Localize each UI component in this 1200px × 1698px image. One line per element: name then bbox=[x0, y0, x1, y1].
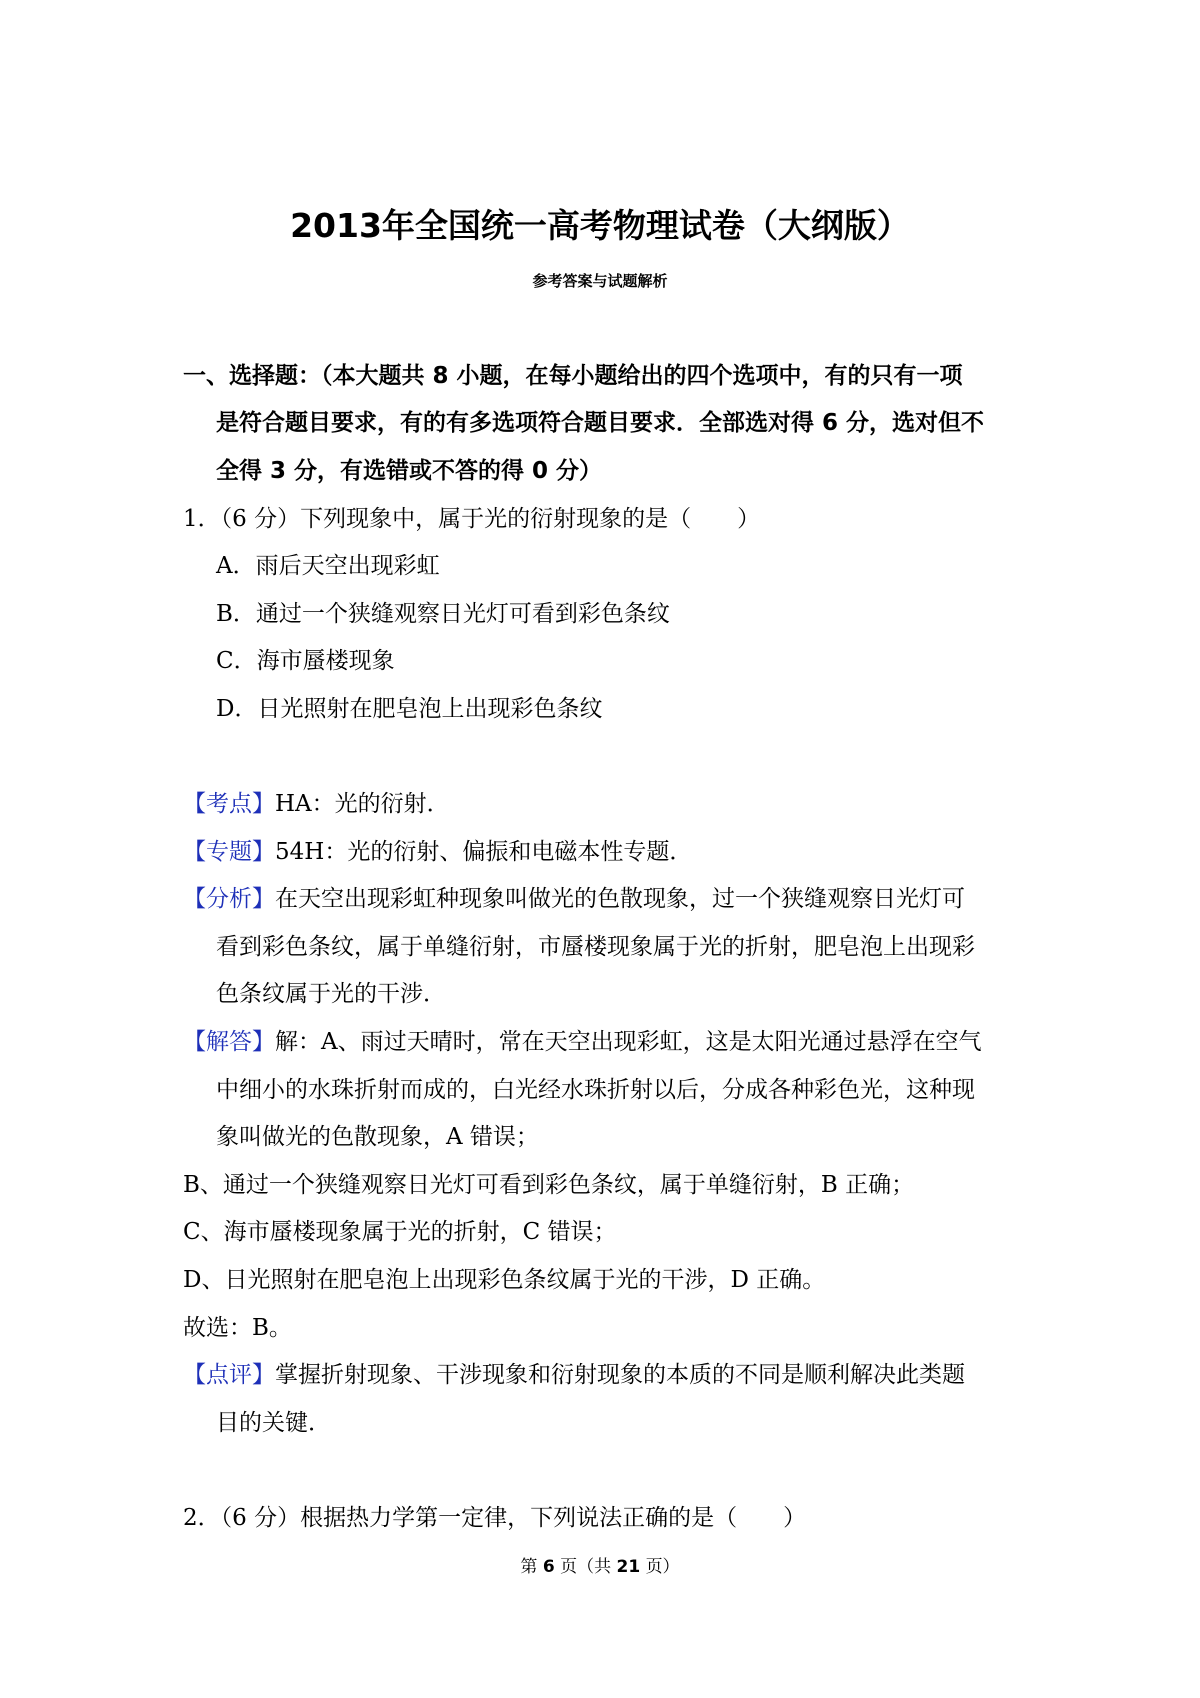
jieda-line-b: B、通过一个狭缝观察日光灯可看到彩色条纹，属于单缝衍射，B 正确； bbox=[183, 1172, 915, 1198]
kaodian-tag: 【考点】 bbox=[183, 791, 275, 817]
page-subtitle: 参考答案与试题解析 bbox=[532, 272, 668, 290]
question-1-option-a: A．雨后天空出现彩虹 bbox=[216, 553, 440, 579]
page-footer bbox=[0, 1552, 1200, 1577]
fenxi-line-3: 色条纹属于光的干涉． bbox=[216, 981, 446, 1007]
zhuanti-tag: 【专题】 bbox=[183, 839, 275, 865]
kaodian-text: HA：光的衍射． bbox=[275, 791, 450, 817]
zhuanti-text: 54H：光的衍射、偏振和电磁本性专题． bbox=[275, 839, 693, 865]
dianping-text-1: 掌握折射现象、干涉现象和衍射现象的本质的不同是顺利解决此类题 bbox=[275, 1362, 965, 1388]
fenxi-line-1 bbox=[183, 884, 965, 914]
jieda-line-c: C、海市蜃楼现象属于光的折射，C 错误； bbox=[183, 1219, 617, 1245]
page-title: 2013年全国统一高考物理试卷（大纲版） bbox=[290, 206, 910, 245]
question-2-stem: 2．（6 分）根据热力学第一定律，下列说法正确的是（ ） bbox=[183, 1505, 807, 1531]
fenxi-text-1: 在天空出现彩虹种现象叫做光的色散现象，过一个狭缝观察日光灯可 bbox=[275, 886, 965, 912]
footer-prefix: 第 bbox=[520, 1557, 538, 1577]
question-1-option-d: D．日光照射在肥皂泡上出现彩色条纹 bbox=[216, 696, 603, 722]
jieda-text-1: 解：A、雨过天晴时，常在天空出现彩虹，这是太阳光通过悬浮在空气 bbox=[275, 1029, 982, 1055]
question-1-option-c: C．海市蜃楼现象 bbox=[216, 648, 395, 674]
question-1-stem: 1．（6 分）下列现象中，属于光的衍射现象的是（ ） bbox=[183, 506, 761, 532]
dianping-line-1 bbox=[183, 1360, 965, 1390]
section-heading-line-3: 全得 3 分，有选错或不答的得 0 分） bbox=[216, 458, 603, 484]
section-heading-line-1: 一、选择题：（本大题共 8 小题，在每小题给出的四个选项中，有的只有一项 bbox=[183, 363, 963, 389]
jieda-tag: 【解答】 bbox=[183, 1029, 275, 1055]
jieda-line-2: 中细小的水珠折射而成的，白光经水珠折射以后，分成各种彩色光，这种现 bbox=[216, 1077, 975, 1103]
footer-suffix: 页） bbox=[645, 1557, 680, 1577]
answer-line: 故选：B。 bbox=[183, 1315, 292, 1341]
footer-middle: 页（共 bbox=[560, 1557, 612, 1577]
fenxi-tag: 【分析】 bbox=[183, 886, 275, 912]
kaodian-line bbox=[183, 789, 450, 819]
jieda-line-d: D、日光照射在肥皂泡上出现彩色条纹属于光的干涉，D 正确。 bbox=[183, 1267, 826, 1293]
fenxi-line-2: 看到彩色条纹，属于单缝衍射，市蜃楼现象属于光的折射，肥皂泡上出现彩 bbox=[216, 934, 975, 960]
question-1-option-b: B．通过一个狭缝观察日光灯可看到彩色条纹 bbox=[216, 601, 670, 627]
dianping-line-2: 目的关键． bbox=[216, 1410, 331, 1436]
footer-page-number: 6 bbox=[542, 1557, 555, 1577]
footer-total-pages: 21 bbox=[616, 1557, 641, 1577]
jieda-line-3: 象叫做光的色散现象，A 错误； bbox=[216, 1124, 539, 1150]
zhuanti-line bbox=[183, 837, 692, 867]
dianping-tag: 【点评】 bbox=[183, 1362, 275, 1388]
section-heading-line-2: 是符合题目要求，有的有多选项符合题目要求．全部选对得 6 分，选对但不 bbox=[216, 410, 985, 436]
jieda-line-1 bbox=[183, 1027, 982, 1057]
